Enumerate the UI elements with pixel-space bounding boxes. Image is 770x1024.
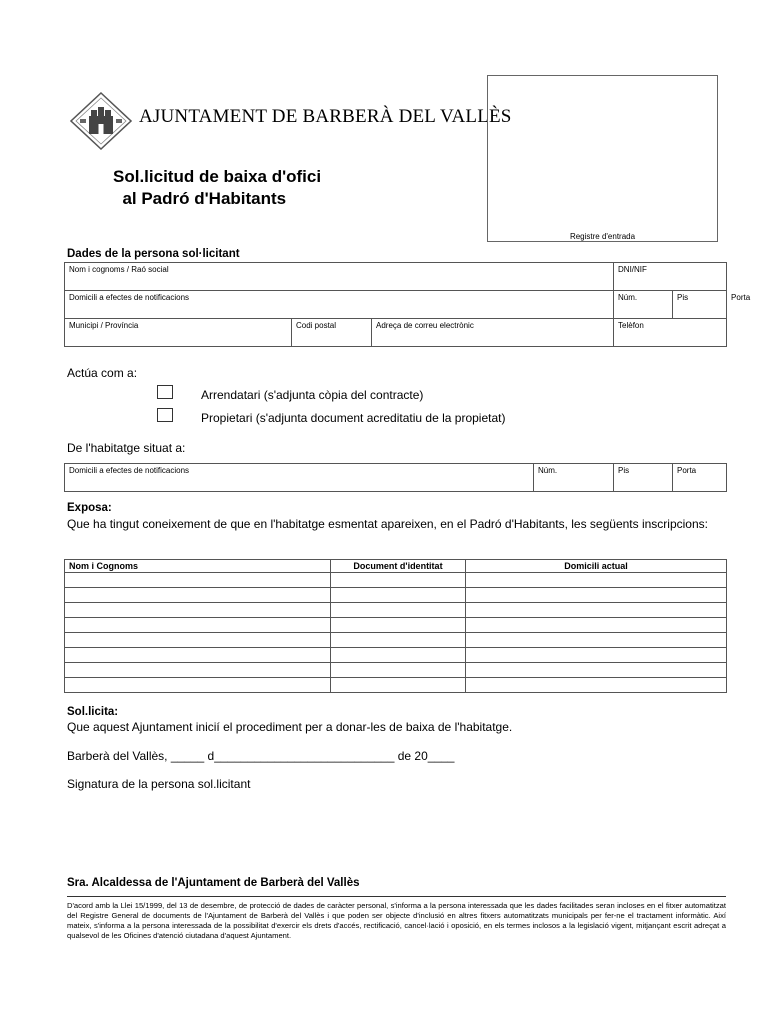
table-row [65,633,727,648]
form-title: Sol.licitud de baixa d'ofici al Padró d'Habitants [113,167,322,208]
table-cell[interactable] [331,648,466,663]
addressee: Sra. Alcaldessa de l'Ajuntament de Barberà del Vallès [67,877,360,889]
owner-checkbox[interactable] [157,408,173,422]
table-cell[interactable] [65,678,331,693]
dwelling-table [64,463,727,492]
table-row [65,588,727,603]
request-heading: Sol.licita: [67,706,119,718]
applicant-table: Nom i cognoms / Raó social DNI/NIF Domicili a efectes de notificacions Núm. Pis Porta Municipi / Província Codi postal Adreça de correu electrònic Telèfon [64,262,727,347]
table-cell[interactable] [65,588,331,603]
owner-option-label: Propietari (s'adjunta document acreditatiu de la propietat) [201,411,506,425]
dwelling-number-field[interactable]: Núm. [534,464,614,492]
column-header-id-document: Document d'identitat [331,560,466,573]
dwelling-address-field[interactable]: Domicili a efectes de notificacions [65,464,534,492]
role-label: Actúa com a: [67,366,138,380]
postal-code-field[interactable]: Codi postal [292,319,372,347]
table-cell[interactable] [331,588,466,603]
request-text: Que aquest Ajuntament inicií el procediment per a donar-les de baixa de l'habitatge. [67,720,513,734]
table-cell[interactable] [466,603,727,618]
table-row [65,573,727,588]
table-cell[interactable] [65,573,331,588]
table-cell[interactable] [466,588,727,603]
registry-label: Registre d'entrada [569,232,636,241]
municipal-shield-logo [70,92,132,150]
address-field[interactable]: Domicili a efectes de notificacions [65,291,614,319]
table-cell[interactable] [466,678,727,693]
table-cell[interactable] [65,663,331,678]
table-cell[interactable] [65,618,331,633]
tenant-checkbox[interactable] [157,385,173,399]
table-cell[interactable] [331,603,466,618]
table-row [65,618,727,633]
table-row [65,678,727,693]
tenant-option-label: Arrendatari (s'adjunta còpia del contracte) [201,388,424,402]
data-protection-notice: D'acord amb la Llei 15/1999, del 13 de desembre, de protecció de dades de caràcter personal, s'informa a la persona interessada que les dades facilitades seran incloses en el fitxer automatitzat del Registre General de documents de l'Ajuntament de Barberà del Vallès i que poden ser objecte d'inclusió en altres fitxers automatitzats municipals per fer-ne el tractament informàtic. Així mateix, s'informa a la persona interessada de la possibilitat d'exercir els drets d'accés, rectificació, cancel·lació i oposició, en els termes inclosos a la legislació vigent, mitjançant escrit adreçat a qualsevol de les Oficines d'atenció ciutadana d'aquest Ajuntament. [67,901,726,940]
column-header-current-address: Domicili actual [466,560,727,573]
exposes-text: Que ha tingut coneixement de que en l'habitatge esmentat apareixen, en el Padró d'Habitants, les següents inscripcions: [67,517,708,531]
phone-field[interactable]: Telèfon [614,319,727,347]
floor-field[interactable]: Pis [673,291,727,319]
table-cell[interactable] [331,618,466,633]
signature-label: Signatura de la persona sol.licitant [67,777,251,791]
table-row [65,663,727,678]
registrations-table [64,559,727,693]
table-cell[interactable] [466,663,727,678]
table-cell[interactable] [331,633,466,648]
table-cell[interactable] [466,648,727,663]
dwelling-label: De l'habitatge situat a: [67,441,186,455]
dwelling-floor-field[interactable]: Pis [614,464,673,492]
table-row [65,603,727,618]
table-cell[interactable] [65,648,331,663]
email-field[interactable]: Adreça de correu electrònic [372,319,614,347]
exposes-heading: Exposa: [67,502,112,514]
municipality-field[interactable]: Municipi / Província [65,319,292,347]
date-line[interactable]: Barberà del Vallès, _____ d___________________________ de 20____ [67,749,455,763]
table-cell[interactable] [65,633,331,648]
table-cell[interactable] [466,618,727,633]
column-header-name: Nom i Cognoms [65,560,331,573]
dni-field[interactable]: DNI/NIF [614,263,727,291]
dwelling-door-field[interactable]: Porta [673,464,727,492]
table-cell[interactable] [466,573,727,588]
registry-stamp-box [487,75,718,242]
number-field[interactable]: Núm. [614,291,673,319]
table-cell[interactable] [65,603,331,618]
table-cell[interactable] [331,573,466,588]
footer-divider [67,896,726,897]
name-field[interactable]: Nom i cognoms / Raó social [65,263,614,291]
organization-name: AJUNTAMENT DE BARBERÀ DEL VALLÈS [139,106,512,127]
table-cell[interactable] [331,678,466,693]
applicant-heading: Dades de la persona sol·licitant [67,248,240,260]
table-cell[interactable] [466,633,727,648]
table-cell[interactable] [331,663,466,678]
table-row [65,648,727,663]
